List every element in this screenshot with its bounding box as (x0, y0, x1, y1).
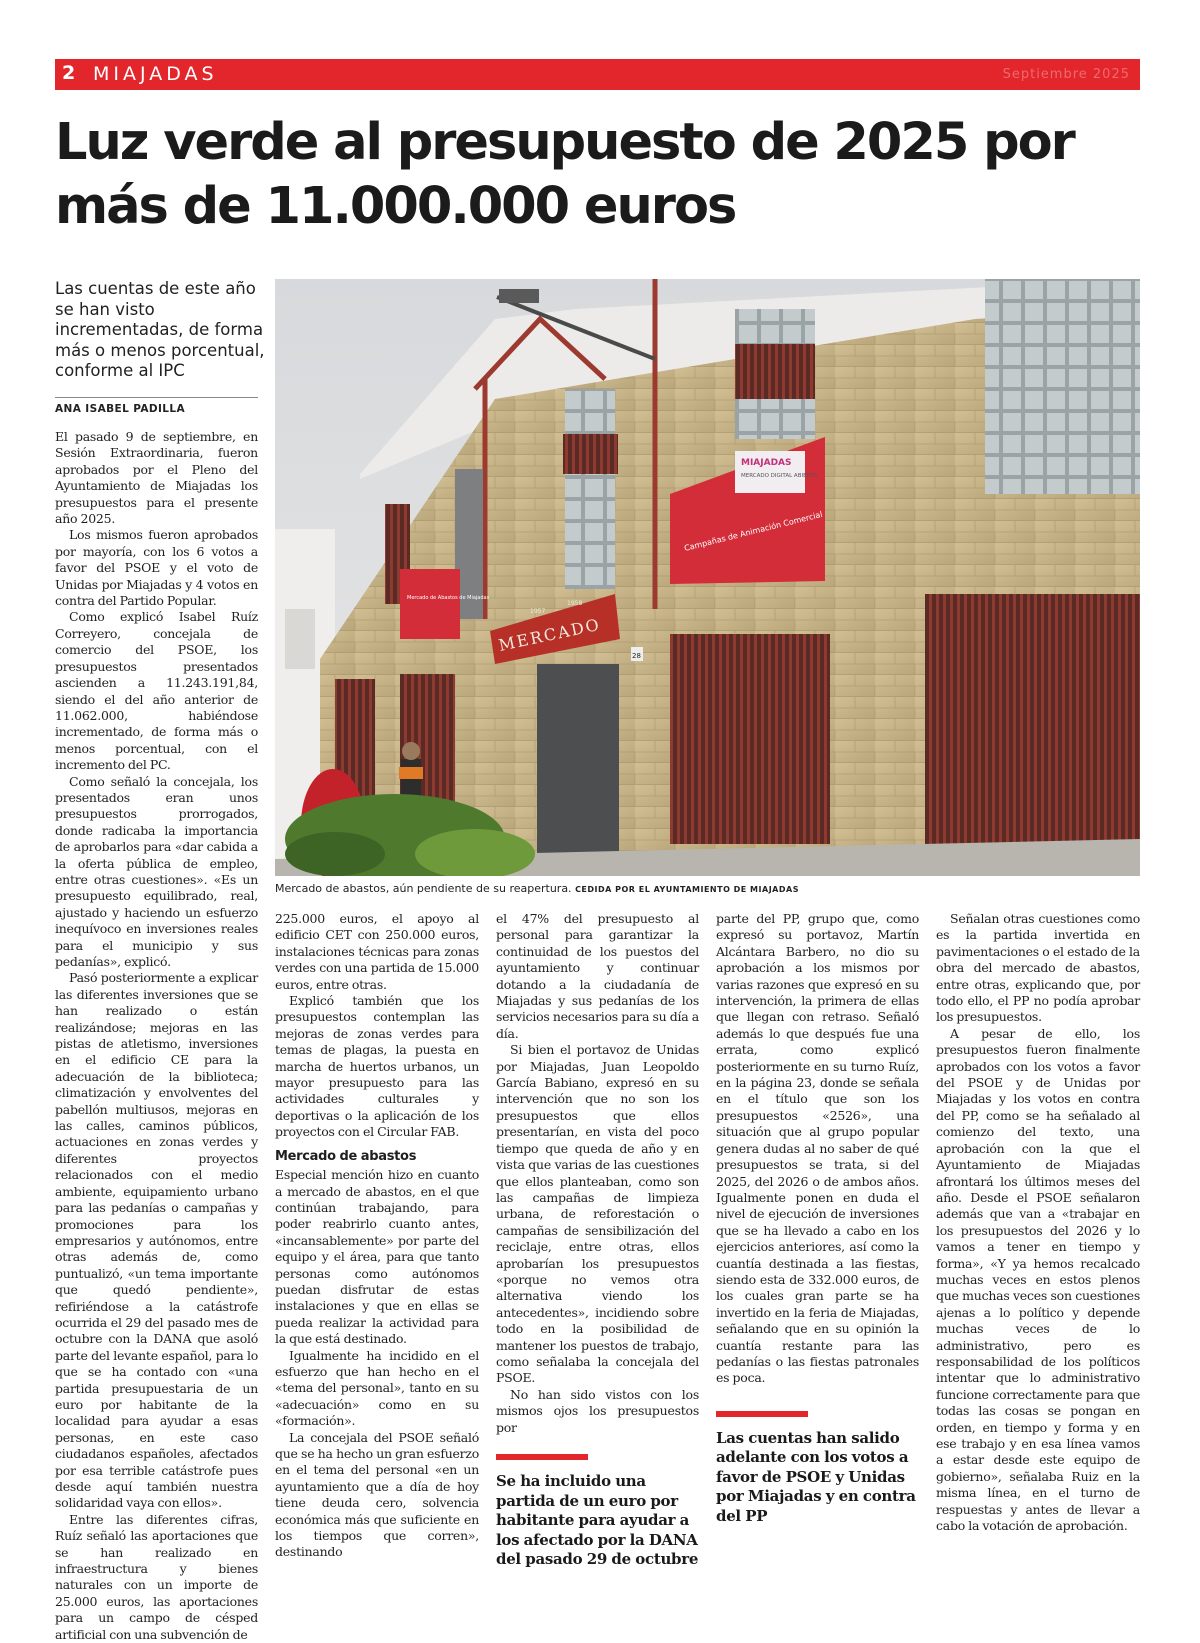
headline: Luz verde al presupuesto de 2025 por más de 11.000.000 euros (55, 113, 1074, 236)
paragraph: Señalan otras cuestiones como es la partida invertida en pavimentaciones o el estado de la obra del mercado de abastos, entre otras, explicando que, por todo ello, el PP no podía aprobar los presupuestos. (936, 911, 1140, 1025)
byline: ANA ISABEL PADILLA (55, 403, 186, 415)
small-banner (400, 569, 460, 639)
paragraph: 225.000 euros, el apoyo al edificio CET con 250.000 euros, instalaciones técnicas para zonas verdes con una partida de 15.000 euros, entre otras. (275, 911, 479, 992)
sign-year-right: 1958 (567, 600, 583, 607)
sign-year-left: 1957 (530, 608, 546, 615)
paragraph: Explicó también que los presupuestos contemplan las mejoras de zonas verdes para temas de plagas, la puesta en marcha de huertos urbanos, un mayor presupuesto para las actividades culturales y deportivas o la aplicación de los proyectos con el Circular FAB. (275, 993, 479, 1140)
section-header-band (55, 59, 1140, 90)
paragraph: Como señaló la concejala, los presentados eran unos presupuestos prorrogados, donde radicaba la importancia de aprobarlos para «dar cabida a la oferta pública de empleo, entre otras cuestiones». «Es un presupuesto equilibrado, real, ajustado y haciendo un esfuerzo inequívoco en inversiones reales para el municipio y sus pedanías», explicó. (55, 773, 258, 969)
paragraph: Si bien el portavoz de Unidas por Miajadas, Juan Leopoldo García Babiano, expresó en su intervención que no son los presupuestos que ellos presentarían, en vista del poco tiempo que queda de año y en vista que varias de las cuestiones que ellos planteaban, como son las campañas de limpieza urbana, de reforestación o campañas de sensibilización del reciclaje, entre otras, ellos aprobarían los presupuestos «porque no vemos otra alternativa viendo los antecedentes», incidiendo sobre todo en la posibilidad de mantener los puestos de trabajo, como señalaba la concejala del PSOE. (496, 1042, 699, 1386)
barred-window (925, 594, 1140, 876)
article-column-5 (936, 911, 1140, 1534)
paragraph: El pasado 9 de septiembre, en Sesión Extraordinaria, fueron aprobados por el Pleno del Ayuntamiento de Miajadas los presupuestos para el presente año 2025. (55, 429, 258, 527)
section-subhead: Mercado de abastos (275, 1148, 417, 1164)
paragraph: Especial mención hizo en cuanto a mercado de abastos, en el que continúan trabajando, para poder reabrirlo cuanto antes, «incansablemente» por parte del equipo y el área, para que tanto personas como autónomos puedan disfrutar de estas instalaciones y que en ellas se pueda realizar la actividad para la que está destinado. (275, 1167, 479, 1347)
banner-campaign-text: Campañas de Animación Comercial (683, 509, 824, 553)
photo-credit: CEDIDA POR EL AYUNTAMIENTO DE MIAJADAS (575, 885, 799, 894)
paragraph: Entre las diferentes cifras, Ruíz señaló las aportaciones que se han realizado en infraestructura y bienes naturales con un importe de 25.000 euros, las aportaciones para un campo de césped artificial con una subvención de (55, 1511, 258, 1642)
page-number: 2 (62, 62, 76, 84)
paragraph: Como explicó Isabel Ruíz Correyero, concejala de comercio del PSOE, los presupuestos presentados ascienden a 11.243.191,84, siendo el del año anterior de 11.062.000, habiéndose incrementado, de forma más o menos porcentual, con el incremento del PC. (55, 609, 258, 773)
article-column-2 (275, 911, 479, 1561)
paragraph: La concejala del PSOE señaló que se ha hecho un gran esfuerzo en el tema del personal «en un ayuntamiento que a día de hoy tiene deuda cero, solvencia económica más que suficiente en los tiempos que corren», destinando (275, 1429, 479, 1560)
article-column-1 (55, 429, 258, 1643)
banner-brand-text: MIAJADAS (741, 458, 792, 468)
banner-brand-subtext: MERCADO DIGITAL ABIERTO (741, 473, 818, 479)
mercado-sign-text: MERCADO (496, 614, 603, 655)
paragraph: No han sido vistos con los mismos ojos los presupuestos por (496, 1386, 699, 1435)
paragraph: Los mismos fueron aprobados por mayoría, con los 6 votos a favor del PSOE y el voto de Unidas por Miajadas y 4 votos en contra del Partido Popular. (55, 527, 258, 609)
glass-block-window (985, 279, 1140, 494)
pull-quote-bar (716, 1411, 808, 1417)
barred-window (670, 634, 830, 844)
photo-caption (275, 882, 1140, 895)
paragraph: el 47% del presupuesto al personal para garantizar la continuidad de los puestos del ayuntamiento y continuar dotando a la ciudadanía de Miajadas y sus pedanías de los servicios necesarios para su día a día. (496, 911, 699, 1041)
paragraph: parte del PP, grupo que, como expresó su portavoz, Martín Alcántara Barbero, no dio su aprobación a los mismos por varias razones que expresó en su intervención, la primera de ellas que llegan con retraso. Señaló además lo que después fue una errata, como explicó posteriormente en su turno Ruíz, en la página 23, donde se señala en el título que son los presupuestos «2526», una situación que al grupo popular genera dudas al no saber de qué presupuestos se trata, si del 2025, del 2026 o de ambos años. Igualmente ponen en duda el nivel de ejecución de inversiones que se ha llevado a cabo en los ejercicios anteriores, así como la cuantía destinada a las fiestas, siendo esta de 332.000 euros, de los cuales gran parte se ha invertido en la feria de Miajadas, señalando que en su opinión la cuantía restante para las pedanías o las fiestas patronales es poca. (716, 911, 919, 1386)
window (565, 389, 615, 589)
pull-quote-bar (496, 1454, 588, 1460)
paragraph: A pesar de ello, los presupuestos fueron finalmente aprobados con los votos a favor del PSOE y de Unidas por Miajadas y los votos en contra del PP, como se ha señalado al comienzo del texto, una aprobación con la que el Ayuntamiento de Miajadas afrontará los últimos meses del año. Desde el PSOE señalaron además que van a «trabajar en los presupuestos del 2026 y lo vamos a tener en tiempo y forma», «Y ya hemos recalcado muchas veces en estos plenos que muchas veces son cuestiones ajenas a lo político y depende muchas veces de lo administrativo, pero es responsabilidad de los políticos intentar que lo administrativo funcione correctamente para que todas las cosas se pongan en orden, en tiempo y forma y en ese trabajo y en esa línea vamos a estar desde este equipo de gobierno», señalaba Ruiz en la misma línea, en el turno de respuestas y antes de llevar a cabo la votación de aprobación. (936, 1025, 1140, 1534)
article-column-4 (716, 911, 919, 1526)
paragraph: Igualmente ha incidido en el esfuerzo que han hecho en el «tema del personal», tanto en su «adecuación» como en su «formación». (275, 1347, 479, 1429)
pull-quote: Las cuentas han salido adelante con los votos a favor de PSOE y Unidas por Miajadas y en contra del PP (716, 1428, 916, 1525)
article-column-3 (496, 911, 699, 1570)
small-banner-text: Mercado de Abastos de Miajadas (407, 595, 490, 601)
caption-text: Mercado de abastos, aún pendiente de su reapertura. (275, 882, 572, 895)
subheadline: Las cuentas de este año se han visto incrementadas, de forma más o menos porcentual, conforme al IPC (55, 279, 265, 380)
door-number: 28 (632, 652, 641, 660)
market-door (537, 664, 619, 876)
section-title: MIAJADAS (93, 63, 218, 85)
market-photo (275, 279, 1140, 876)
pull-quote: Se ha incluido una partida de un euro por habitante para ayudar a los afectado por la DANA del pasado 29 de octubre (496, 1472, 699, 1568)
paragraph: Pasó posteriormente a explicar las diferentes inversiones que se han realizado o están realizándose; mejoras en las pistas de atletismo, inversiones en el edificio CE para la adecuación de la biblioteca; climatización y envolventes del pabellón multiusos, mejoras en las calles, caminos públicos, actuaciones en zonas verdes y diferentes proyectos relacionados con el medio ambiente, equipamiento urbano para las pedanías o campañas y promociones para los empresarios y autónomos, entre otras además de, como puntualizó, «un tema importante que quedó pendiente», refiriéndose a la catástrofe ocurrida el 29 del pasado mes de octubre con la DANA que asoló parte del levante español, para lo que se ha contado con «una partida presupuestaria de un euro por habitante de la localidad para ayudar a esas personas, en este caso ciudadanos españoles, afectados por esa terrible catástrofe pues desde aquí también nuestra solidaridad vaya con ellos». (55, 970, 258, 1511)
byline-rule (55, 397, 258, 398)
issue-date: Septiembre 2025 (1002, 67, 1130, 82)
